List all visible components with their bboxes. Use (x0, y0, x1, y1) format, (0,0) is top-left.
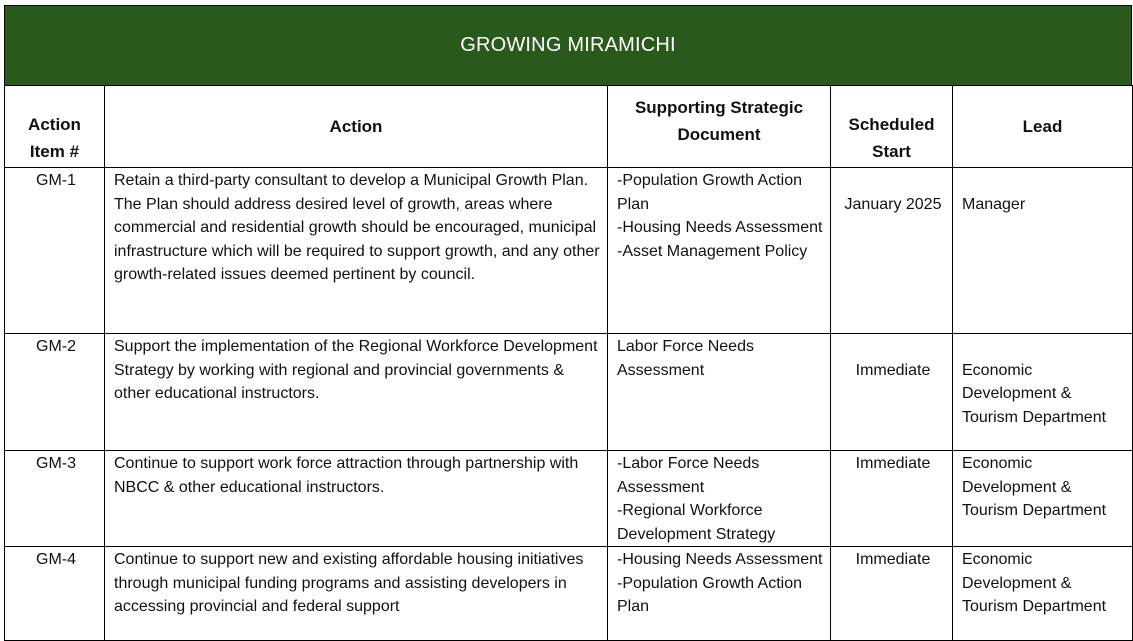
row-2-document-1: Labor Force Needs Assessment (617, 338, 758, 379)
row-2-start-spacer (840, 335, 946, 359)
row-1-action: Retain a third-party consultant to develop a Municipal Growth Plan. The Plan should address desired level of growth, areas where commercial and residential growth should be encouraged, municipal infrastructure which will be required to support growth, and any other growth-related issues deemed pertinent by council. (105, 168, 608, 334)
header-action-item-label: Action Item # (28, 114, 81, 161)
row-1-lead: Manager (962, 195, 1026, 213)
header-scheduled-start-label: Scheduled Start (848, 114, 935, 161)
row-1-start-spacer (840, 169, 946, 193)
row-4-documents (608, 547, 831, 641)
row-2-lead-cell (953, 334, 1133, 451)
row-4-start: Immediate (831, 547, 953, 641)
row-1-document-2: -Housing Needs Assessment (617, 219, 823, 236)
row-1-lead-cell (953, 168, 1133, 334)
table-row (5, 334, 1133, 451)
header-supporting-document (608, 86, 831, 168)
row-1-document-1: -Population Growth Action Plan (617, 172, 820, 213)
document-page (4, 5, 1132, 639)
row-2-action: Support the implementation of the Regional Workforce Development Strategy by working with regional and provincial governments & other educational instructors. (105, 334, 608, 451)
row-3-document-1: -Labor Force Needs Assessment (617, 455, 763, 496)
row-1-document-3: -Asset Management Policy (617, 242, 808, 260)
row-2-lead-spacer (962, 335, 1126, 359)
row-1-lead-spacer (962, 169, 1126, 193)
header-supporting-document-label: Supporting Strategic Document (634, 97, 804, 144)
table-row (5, 547, 1133, 641)
row-2-start-cell (831, 334, 953, 451)
action-plan-table (4, 85, 1133, 641)
header-row (5, 86, 1133, 168)
table-row (5, 168, 1133, 334)
row-4-document-2: -Population Growth Action Plan (617, 574, 807, 615)
row-4-document-1: -Housing Needs Assessment (617, 551, 823, 568)
header-action (105, 86, 608, 168)
row-3-id: GM-3 (5, 451, 105, 547)
table-title: GROWING MIRAMICHI (460, 34, 676, 56)
row-3-lead: Economic Development & Tourism Department (953, 451, 1133, 547)
row-2-lead: Economic Development & Tourism Department (962, 361, 1107, 426)
header-scheduled-start (831, 86, 953, 168)
row-4-action: Continue to support new and existing affordable housing initiatives through municipal funding programs and assisting developers in accessing provincial and federal support (105, 547, 608, 641)
row-1-start: January 2025 (844, 195, 942, 213)
header-lead (953, 86, 1133, 168)
header-action-item (5, 86, 105, 168)
header-lead-label: Lead (1022, 117, 1063, 136)
row-2-documents (608, 334, 831, 451)
row-1-id: GM-1 (5, 168, 105, 334)
row-1-start-cell (831, 168, 953, 334)
row-3-document-2: -Regional Workforce Development Strategy (617, 502, 776, 543)
row-1-documents (608, 168, 831, 334)
table-title-bar (4, 5, 1132, 85)
table-row (5, 451, 1133, 547)
row-2-start: Immediate (855, 361, 931, 379)
row-4-lead: Economic Development & Tourism Department (953, 547, 1133, 641)
header-action-label: Action (329, 117, 383, 136)
row-3-start: Immediate (831, 451, 953, 547)
row-3-documents (608, 451, 831, 547)
row-3-action: Continue to support work force attraction through partnership with NBCC & other educational instructors. (105, 451, 608, 547)
row-4-id: GM-4 (5, 547, 105, 641)
row-2-id: GM-2 (5, 334, 105, 451)
